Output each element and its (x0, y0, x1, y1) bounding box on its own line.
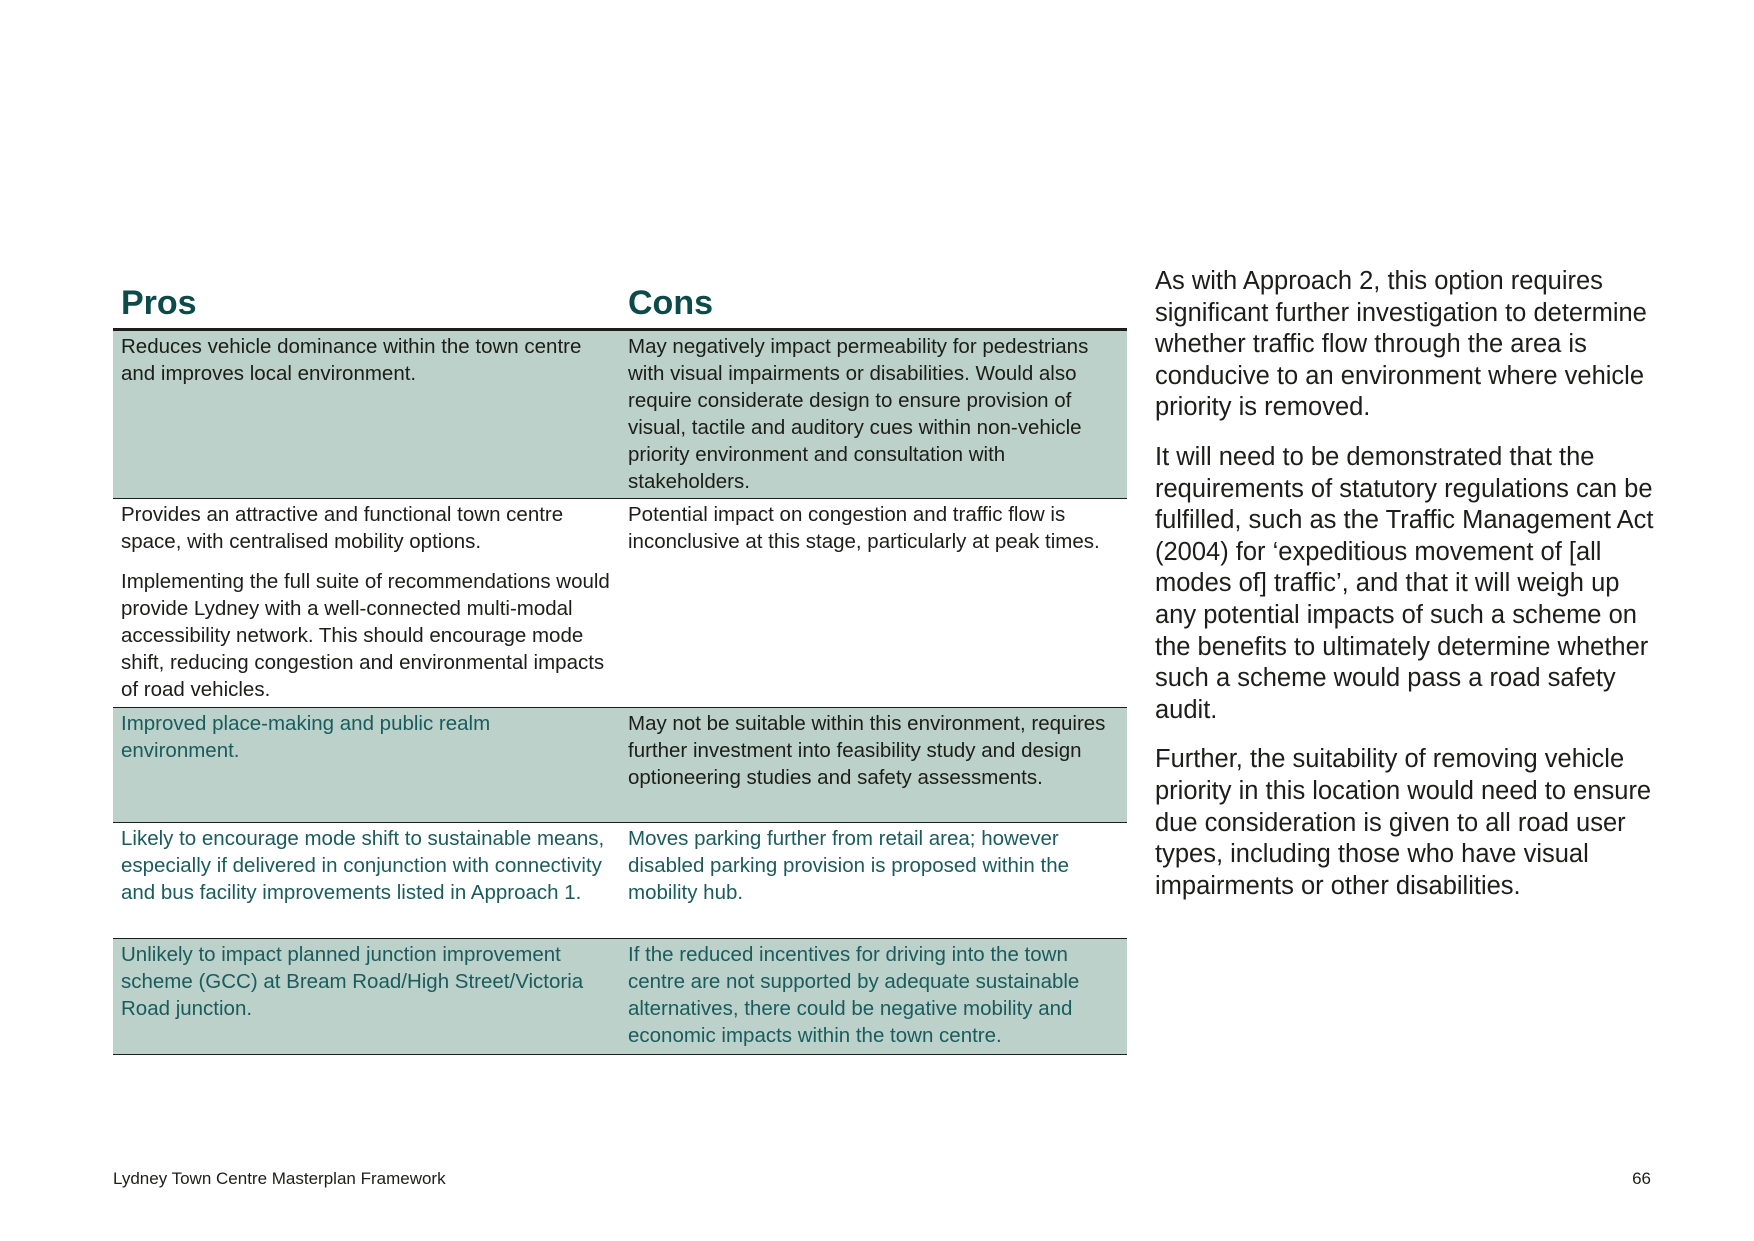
body-paragraph: It will need to be demonstrated that the requirements of statutory regulations can be fulfilled, such as the Traffic Management Act (2004) for ‘expeditious movement of [all modes of] traffic’, and that it will weigh up any potential impacts of such a scheme on the benefits to ultimately determine whether such a scheme would pass a road safety audit. (1155, 442, 1654, 724)
pros-cons-table (113, 270, 1127, 1055)
pros-heading: Pros (121, 284, 197, 322)
pros-cell (113, 499, 620, 707)
footer-document-title: Lydney Town Centre Masterplan Framework (113, 1169, 446, 1188)
cons-text: Potential impact on congestion and traffic flow is inconclusive at this stage, particularly at peak times. (628, 503, 1100, 553)
pros-text: Provides an attractive and functional town centre space, with centralised mobility options. (121, 503, 564, 553)
cons-cell (620, 331, 1127, 498)
cons-text: May not be suitable within this environment, requires further investment into feasibility study and design optioneering studies and safety assessments. (628, 712, 1106, 789)
cons-text: May negatively impact permeability for pedestrians with visual impairments or disabilities. Would also require considerate design to ensure provision of visual, tactile and auditory cues within non-vehicle priority environment and consultation with stakeholders. (628, 335, 1089, 493)
table-row (113, 708, 1127, 823)
footer-page-number: 66 (1632, 1169, 1651, 1188)
pros-cell (113, 708, 620, 822)
table-row (113, 499, 1127, 708)
cons-heading: Cons (628, 284, 713, 322)
pros-cell (113, 823, 620, 938)
cons-cell (620, 823, 1127, 938)
table-header-row (113, 270, 1127, 331)
cons-cell (620, 939, 1127, 1054)
pros-text: Reduces vehicle dominance within the town centre and improves local environment. (121, 335, 582, 385)
body-paragraph: As with Approach 2, this option requires significant further investigation to determine whether traffic flow through the area is conducive to an environment where vehicle priority is removed. (1155, 267, 1647, 422)
cons-cell (620, 499, 1127, 707)
body-paragraph: Further, the suitability of removing vehicle priority in this location would need to ensure due consideration is given to all road user types, including those who have visual impairments or other disabilities. (1155, 745, 1652, 900)
cons-text: If the reduced incentives for driving into the town centre are not supported by adequate sustainable alternatives, there could be negative mobility and economic impacts within the town centre. (628, 943, 1080, 1047)
table-row (113, 823, 1127, 939)
pros-text: Likely to encourage mode shift to sustainable means, especially if delivered in conjunction with connectivity and bus facility improvements listed in Approach 1. (121, 827, 605, 904)
pros-text: Improved place-making and public realm environment. (121, 712, 491, 762)
pros-cell (113, 331, 620, 498)
pros-text: Unlikely to impact planned junction improvement scheme (GCC) at Bream Road/High Street/Victoria Road junction. (121, 943, 584, 1020)
cons-text: Moves parking further from retail area; however disabled parking provision is proposed within the mobility hub. (628, 827, 1070, 904)
table-row (113, 331, 1127, 499)
body-text-column (1155, 266, 1655, 920)
cons-cell (620, 708, 1127, 822)
pros-text: Implementing the full suite of recommendations would provide Lydney with a well-connected multi-modal accessibility network. This should encourage mode shift, reducing congestion and environmental impacts of road vehicles. (121, 570, 610, 701)
table-row (113, 939, 1127, 1055)
pros-cell (113, 939, 620, 1054)
